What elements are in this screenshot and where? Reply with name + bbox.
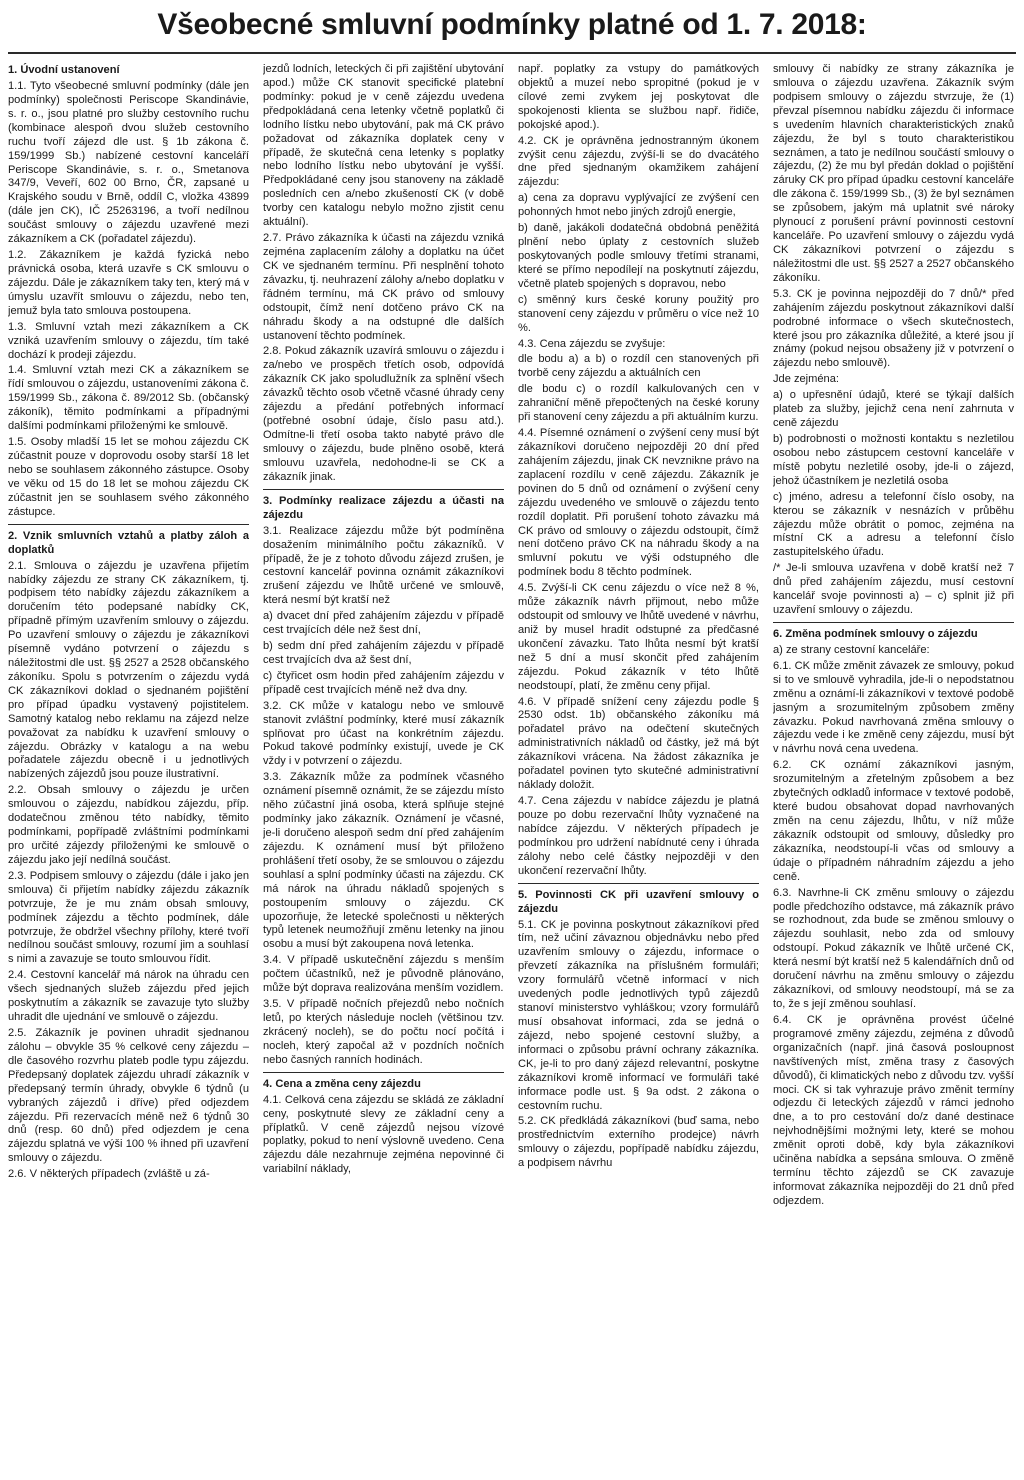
paragraph: b) sedm dní před zahájením zájezdu v případě cest trvajících dva až šest dní, bbox=[263, 640, 504, 666]
paragraph: 4.5. Zvýší-li CK cenu zájezdu o více než 8 %, může zákazník návrh přijmout, nebo může odstoupit od smlouvy ve lhůtě uvedené v návrhu, aniž by musel hradit odstupné za předčasné ukončení závazku. Tato lhůta nesmí být kratší než 5 dní a musí skončit před zahájením zájezdu. Pokud zákazník v této lhůtě neodstoupí, platí, že změnu ceny přijal. bbox=[518, 582, 759, 692]
paragraph: 2.5. Zákazník je povinen uhradit sjednanou zálohu – obvykle 35 % celkové ceny zájezdu – dle časového rozvrhu plateb podle typu zájezdu. Předepsaný doplatek zájezdu uhradí zákazník v předepsaný termín úhrady, obvykle 6 týdnů (u vybraných zájezdů i dříve) před odjezdem zájezdu. Při rezervacích méně než 6 týdnů 30 dnů (resp. 60 dnů) před odjezdem je cena zájezdu splatná ve výši 100 % ihned při uzavření smlouvy o zájezdu. bbox=[8, 1027, 249, 1165]
paragraph: 4.7. Cena zájezdu v nabídce zájezdu je platná pouze po dobu rezervační lhůty vyznačené na nabídce zájezdu. V některých případech je podmínkou pro udržení nabídnuté ceny i úhrada zálohy nebo celé částky nejpozději v den ukončení rezervační lhůty. bbox=[518, 795, 759, 877]
section-heading: 3. Podmínky realizace zájezdu a účasti na zájezdu bbox=[263, 489, 504, 522]
paragraph: 2.8. Pokud zákazník uzavírá smlouvu o zájezdu i za/nebo ve prospěch třetích osob, odpovídá zákazník CK jako spoludlužník za splnění všech závazků těchto osob včetně včasné úhrady ceny zájezdu a předání potřebných informací (potřebné osobní údaje, číslo pasu atd.). Odmítne-li třetí osoba takto nabyté právo dle smlouvy o zájezdu, bude plněno osobě, která smlouvu uzavřela, nedohodne-li se CK a zákazník jinak. bbox=[263, 345, 504, 483]
paragraph: dle bodu a) a b) o rozdíl cen stanovených při tvorbě ceny zájezdu a aktuálních cen bbox=[518, 353, 759, 380]
paragraph: 3.2. CK může v katalogu nebo ve smlouvě stanovit zvláštní podmínky, které musí zákazník splňovat pro účast na konkrétním zájezdu. Pokud takové podmínky existují, uvede je CK vždy i v potvrzení o zájezdu. bbox=[263, 699, 504, 768]
paragraph: Jde zejména: bbox=[773, 373, 839, 386]
section-heading: 1. Úvodní ustanovení bbox=[8, 64, 120, 76]
paragraph: 4.6. V případě snížení ceny zájezdu podle § 2530 odst. 1b) občanského zákoníku má pořadatel právo na odečtení skutečných administrativních nákladů od částky, jež má být zákazníkovi vrácena. Na žádost zákazníka je pořadatel povinen tyto skutečné administrativní náklady doložit. bbox=[518, 695, 759, 792]
paragraph: a) dvacet dní před zahájením zájezdu v případě cest trvajících déle než šest dní, bbox=[263, 610, 504, 637]
paragraph: 1.3. Smluvní vztah mezi zákazníkem a CK vzniká uzavřením smlouvy o zájezdu, tím také dochází k prodeji zájezdu. bbox=[8, 320, 249, 361]
paragraph: 6.4. CK je oprávněna provést účelné programové změny zájezdu, zejména z důvodů organizačních (např. jiná časová posloupnost navštívených míst, změna trasy z časových důvodů), či klimatických nebo z důvodu tzv. vyšší moci. CK si tak vyhrazuje právo změnit termíny odjezdu či leteckých zájezdů v rámci jednoho dne, a to pro cestování do/z dané destinace nejvhodnějšími možnými lety, které se mohou změnit oproti době, kdy byla zákazníkovi učiněna nabídka a sepsána smlouva. O změně termínu těchto zájezdů se CK zavazuje informovat zákazníka nejpozději do 21 dnů před odjezdem. bbox=[773, 1013, 1014, 1207]
paragraph: 6.2. CK oznámí zákazníkovi jasným, srozumitelným a zřetelným způsobem a bez zbytečných odkladů informace v textové podobě, které budou obsahovat dopad navrhovaných změn na cenu zájezdu, lhůtu, v níž může zákazník odstoupit od smlouvy, důsledky pro zákazníka, neodstoupí-li včas od smlouvy a údaje o případném náhradním zájezdu a jeho ceně. bbox=[773, 759, 1014, 883]
paragraph: 4.1. Celková cena zájezdu se skládá ze základní ceny, poskytnuté slevy ze základní ceny a příplatků. V ceně zájezdů nejsou vízové poplatky, pokud to není výslovně uvedeno. Cena zájezdu dále nezahrnuje zejména nepovinné či variabilní náklady, bbox=[263, 1093, 504, 1176]
paragraph: 2.2. Obsah smlouvy o zájezdu je určen smlouvou o zájezdu, nabídkou zájezdu, příp. dodatečnou změnou této nabídky, těmito podmínkami, popřípadě zvláštními podmínkami pro určité zájezdy přiloženými ke smlouvě o zájezdu jako její nedílná součást. bbox=[8, 784, 249, 866]
paragraph: 1.2. Zákazníkem je každá fyzická nebo právnická osoba, která uzavře s CK smlouvu o zájezdu. Dále je zákazníkem taky ten, který má v úmyslu uzavřít smlouvu o zájezdu, nebo ten, jemuž byla tato smlouva postoupena. bbox=[8, 249, 249, 317]
paragraph: 1.5. Osoby mladší 15 let se mohou zájezdu CK zúčastnit pouze v doprovodu osoby starší 18 let nebo se souhlasem zákonného zástupce. Osoby ve věku od 15 do 18 let se mohou zájezdu CK zúčastnit jen se souhlasem svého zákonného zástupce. bbox=[8, 436, 249, 518]
paragraph: 3.4. V případě uskutečnění zájezdu s menším počtem účastníků, než je původně plánováno, může být doprava realizována menším vozidlem. bbox=[263, 954, 504, 995]
paragraph: 2.7. Právo zákazníka k účasti na zájezdu vzniká zejména zaplacením zálohy a doplatku na účet CK ve sjednaném termínu. Při nesplnění tohoto závazku, tj. neuhrazení zálohy a/nebo doplatku v řádném termínu, má CK právo od smlouvy odstoupit, čímž není dotčeno právo CK na náhradu škody a na odstupné dle dalších ustanovení těchto podmínek. bbox=[263, 232, 504, 342]
title-divider bbox=[8, 52, 1016, 54]
paragraph: 2.3. Podpisem smlouvy o zájezdu (dále i jako jen smlouva) či přijetím nabídky zájezdu zákazník potvrzuje, že je mu znám obsah smlouvy, podmínek zájezdu a těchto podmínek, dále potvrzuje, že obdržel všechny přílohy, které tvoří nedílnou součást smlouvy, rozumí jim a souhlasí s nimi a zavazuje se touto smlouvou řídit. bbox=[8, 869, 249, 966]
paragraph: 4.4. Písemné oznámení o zvýšení ceny musí být zákazníkovi doručeno nejpozději 20 dní před zahájením zájezdu, jinak CK nevznikne právo na zaplacení rozdílu v ceně zájezdu. Zákazník je povinen do 5 dnů od oznámení o zvýšení ceny zájezdu uvedeného ve smlouvě o zájezdu tento rozdíl doplatit. Při porušení tohoto závazku má CK právo od smlouvy o zájezdu odstoupit, čímž není dotčeno právo CK na náhradu škody a na smluvní pokutu ve výši odstupného dle podmínek bodu 8 těchto podmínek. bbox=[518, 427, 759, 579]
section-heading: 6. Změna podmínek smlouvy o zájezdu bbox=[773, 622, 1014, 641]
paragraph: c) jméno, adresu a telefonní číslo osoby, na kterou se zákazník v nesnázích v průběhu zájezdu může obrátit o pomoc, zejména na místní CK a adresu a telefonní číslo zastupitelského úřadu. bbox=[773, 490, 1014, 559]
paragraph: b) daně, jakákoli dodatečná obdobná peněžitá plnění nebo úplaty z cestovních služeb poskytovaných podle smlouvy třetími stranami, které se přímo nepodílejí na poskytnutí zájezdu, včetně plateb spojených s dopravou, nebo bbox=[518, 222, 759, 290]
paragraph: 5.1. CK je povinna poskytnout zákazníkovi před tím, než učiní závaznou objednávku nebo před uzavřením smlouvy o zájezdu, informace o převzetí zákazníka na příslušném formuláři; vzory formulářů včetně informací v nich uvedených podle jednotlivých typů zájezdů stanoví ministerstvo vyhláškou; vzory formulářů musí obsahovat informaci, zda se jedná o zájezd, nebo spojené cestovní služby, a informaci o způsobu právní ochrany zákazníka. CK, je-li to pro daný zájezd relevantní, poskytne zákazníkovi kromě informací ve formuláři také informace podle ust. § 9a odst. 2 zákona o cestovním ruchu. bbox=[518, 918, 759, 1112]
paragraph: 6.1. CK může změnit závazek ze smlouvy, pokud si to ve smlouvě vyhradila, jde-li o nepodstatnou změnu a oznámí-li zákazníkovi v textové podobě jasným a srozumitelným způsobem změny závazku. Pokud navrhovaná změna smlouvy o zájezdu vede i ke změně ceny zájezdu, musí být v návrhu nová cena uvedena. bbox=[773, 659, 1014, 756]
column-2 bbox=[263, 63, 504, 1475]
paragraph: jezdů lodních, leteckých či při zajištění ubytování apod.) může CK stanovit specifické platební podmínky: pokud je v ceně zájezdu uvedena předpokládaná cena letenky včetně poplatků či lodního lístku nebo ubytování, pak má CK právo požadovat od zákazníka doplatek ceny v případě, že skutečná cena letenky s poplatky nebo lodního lístku nebo ubytování je vyšší. Předpokládané ceny jsou stanoveny na základě posledních cen a/nebo zkušeností CK (v době tvorby cen katalogu nebylo možno zjistit cenu aktuální). bbox=[263, 63, 504, 229]
paragraph: a) cena za dopravu vyplývající ze zvýšení cen pohonných hmot nebo jiných zdrojů energie, bbox=[518, 192, 759, 219]
paragraph: b) podrobnosti o možnosti kontaktu s nezletilou osobou nebo zástupcem cestovní kanceláře v místě pobytu nezletilé osoby, jde-li o zájezd, jehož účastníkem je nezletilá osoba bbox=[773, 432, 1014, 487]
paragraph: 3.5. V případě nočních přejezdů nebo nočních letů, po kterých následuje nocleh (většinou tzv. zkrácený nocleh), se do počtu nocí počítá i nocleh, který započal až v pozdních nočních nebo časných ranních hodinách. bbox=[263, 998, 504, 1066]
paragraph: 1.4. Smluvní vztah mezi CK a zákazníkem se řídí smlouvou o zájezdu, ustanoveními zákona č. 159/1999 Sb., zákona č. 89/2012 Sb. (občanský zákoník), těmito podmínkami a případnými dalšími podmínkami přiloženými ke smlouvě. bbox=[8, 364, 249, 433]
paragraph: c) čtyřicet osm hodin před zahájením zájezdu v případě cest trvajících méně než dva dny. bbox=[263, 669, 504, 696]
page-title: Všeobecné smluvní podmínky platné od 1. 7. 2018: bbox=[157, 8, 867, 41]
paragraph: dle bodu c) o rozdíl kalkulovaných cen v zahraniční měně přepočtených na české koruny při stanovení ceny zájezdu a při aktuálním kurzu. bbox=[518, 383, 759, 424]
paragraph: 5.2. CK předkládá zákazníkovi (buď sama, nebo prostřednictvím externího prodejce) návrh smlouvy o zájezdu, popřípadě nabídku zájezdu, a podpisem návrhu bbox=[518, 1115, 759, 1170]
paragraph: 3.1. Realizace zájezdu může být podmíněna dosažením minimálního počtu zákazníků. V případě, že je z tohoto důvodu zájezd zrušen, je cestovní kancelář povinna oznámit zákazníkovi zrušení zájezdu ve lhůtě určené ve smlouvě, která nesmí být kratší než bbox=[263, 524, 504, 607]
section-heading: 5. Povinnosti CK při uzavření smlouvy o zájezdu bbox=[518, 883, 759, 916]
paragraph: a) o upřesnění údajů, které se týkají dalších plateb za služby, jejichž cena není zahrnuta v ceně zájezdu bbox=[773, 389, 1014, 430]
paragraph: 5.3. CK je povinna nejpozději do 7 dnů/* před zahájením zájezdu poskytnout zákazníkovi další podrobné informace o všech skutečnostech, které jsou pro zákazníka důležité, a které jsou jí známy (pokud nejsou obsaženy již v potvrzení o zájezdu nebo smlouvě). bbox=[773, 287, 1014, 370]
paragraph: a) ze strany cestovní kanceláře: bbox=[773, 643, 930, 656]
paragraph: c) směnný kurs české koruny použitý pro stanovení ceny zájezdu v průměru o více než 10 %. bbox=[518, 293, 759, 334]
section-heading: 2. Vznik smluvních vztahů a platby záloh a doplatků bbox=[8, 524, 249, 557]
column-4 bbox=[773, 63, 1014, 1475]
paragraph: 3.3. Zákazník může za podmínek včasného oznámení písemně oznámit, že se zájezdu místo něho zúčastní jiná osoba, která splňuje stejné podmínky jako zákazník. Oznámení je včasné, je-li doručeno alespoň sedm dní před zahájením zájezdu. K oznámení musí být přiloženo prohlášení třetí osoby, že se smlouvou o zájezdu souhlasí a splní podmínky účasti na zájezdu. CK má nárok na úhradu nákladů spojených s postoupením smlouvy o zájezdu. CK upozorňuje, že letecké společnosti u některých typů letenek neumožňují změnu letenky na jinou osobu a musí být zakoupena nová letenka. bbox=[263, 771, 504, 951]
paragraph: 1.1. Tyto všeobecné smluvní podmínky (dále jen podmínky) společnosti Periscope Skandinávie, s. r. o., jsou platné pro služby cestovního ruchu (kombinace alespoň dvou služeb cestovního ruchu tvoří zájezd dle ust. § 1b zákona č. 159/1999 Sb.) nabízené cestovní kanceláří Periscope Skandinávie, s. r. o., Smetanova 347/9, Veveří, 602 00 Brno, ČR, zapsané u Krajského soudu v Brně, oddíl C, vložka 43899 (dále jen CK), IČ 25263196, a tvoří nedílnou součást smlouvy o zájezdu uzavřené mezi zákazníkem a CK (pořadatel zájezdu). bbox=[8, 80, 249, 246]
paragraph: 2.6. V některých případech (zvláště u zá- bbox=[8, 1168, 210, 1181]
paragraph: smlouvy či nabídky ze strany zákazníka je smlouva o zájezdu uzavřena. Zákazník svým podpisem smlouvy o zájezdu stvrzuje, že (1) převzal písemnou nabídku zájezdu či informace s uvedením hlavních charakteristických znaků zájezdu, že byl s touto charakteristikou seznámen, a tato je nedílnou součástí smlouvy o zájezdu, (2) že mu byl předán doklad o pojištění záruky CK pro případ úpadku cestovní kanceláře dle zákona č. 159/1999 Sb., (3) že byl seznámen se způsobem, jakým má uplatnit své nároky plynoucí z porušení právní povinnosti cestovní kanceláře. Po uzavření smlouvy o zájezdu vydá CK zákazníkovi potvrzení o zájezdu s náležitostmi dle ust. §§ 2527 a 2527 občanského zákoníku. bbox=[773, 63, 1014, 284]
terms-columns bbox=[8, 63, 1016, 1475]
section-heading: 4. Cena a změna ceny zájezdu bbox=[263, 1072, 504, 1091]
paragraph: 4.2. CK je oprávněna jednostranným úkonem zvýšit cenu zájezdu, zvýší-li se do dvacátého dne před sjednaným okamžikem zahájení zájezdu: bbox=[518, 134, 759, 189]
column-3 bbox=[518, 63, 759, 1475]
paragraph: 6.3. Navrhne-li CK změnu smlouvy o zájezdu podle předchozího odstavce, má zákazník právo se rozhodnout, zda bude se změnou smlouvy o zájezdu souhlasit, nebo zda od smlouvy odstoupí. Pokud zákazník ve lhůtě určené CK, která nesmí být kratší než 5 kalendářních dnů od doručení návrhu na změnu smlouvy o zájezdu zákazníkovi, od smlouvy neodstoupí, má se za to, že s její změnou souhlasí. bbox=[773, 886, 1014, 1010]
paragraph: např. poplatky za vstupy do památkových objektů a muzeí nebo spropitné (pokud je v cílové zemi zvykem jej poskytovat dle spokojenosti klienta se službou např. řidiče, pokojské apod.). bbox=[518, 63, 759, 131]
paragraph: 4.3. Cena zájezdu se zvyšuje: bbox=[518, 337, 666, 350]
paragraph: 2.1. Smlouva o zájezdu je uzavřena přijetím nabídky zájezdu ze strany CK zákazníkem, tj. podpisem této nabídky zájezdu zákazníkem a doručením této podepsané nabídky CK, případně přímým uzavřením smlouvy o zájezdu. Po uzavření smlouvy o zájezdu je zákazníkovi písemně vydáno potvrzení o zájezdu s náležitostmi dle ust. §§ 2527 a 2528 občanského zákoníku. Spolu s potvrzením o zájezdu vydá CK zákazníkovi doklad o sjednaném pojištění pro případ úpadku vystavený pojistitelem. Samotný katalog nebo reklamu na zájezd nelze považovat za nabídku k uzavření smlouvy o zájezdu. Obrázky v katalogu a na webu pořadatele zájezdu obecně i u jednotlivých nabízených zájezdů jsou pouze ilustrativní. bbox=[8, 559, 249, 781]
paragraph: /* Je-li smlouva uzavřena v době kratší než 7 dnů před zahájením zájezdu, musí cestovní kancelář svoje povinnosti a) – c) splnit již při uzavření smlouvy o zájezdu. bbox=[773, 562, 1014, 617]
paragraph: 2.4. Cestovní kancelář má nárok na úhradu cen všech sjednaných služeb zájezdu před jejich poskytnutím a zákazník se zavazuje tyto služby uhradit dle ujednání ve smlouvě o zájezdu. bbox=[8, 969, 249, 1024]
column-1 bbox=[8, 63, 249, 1475]
